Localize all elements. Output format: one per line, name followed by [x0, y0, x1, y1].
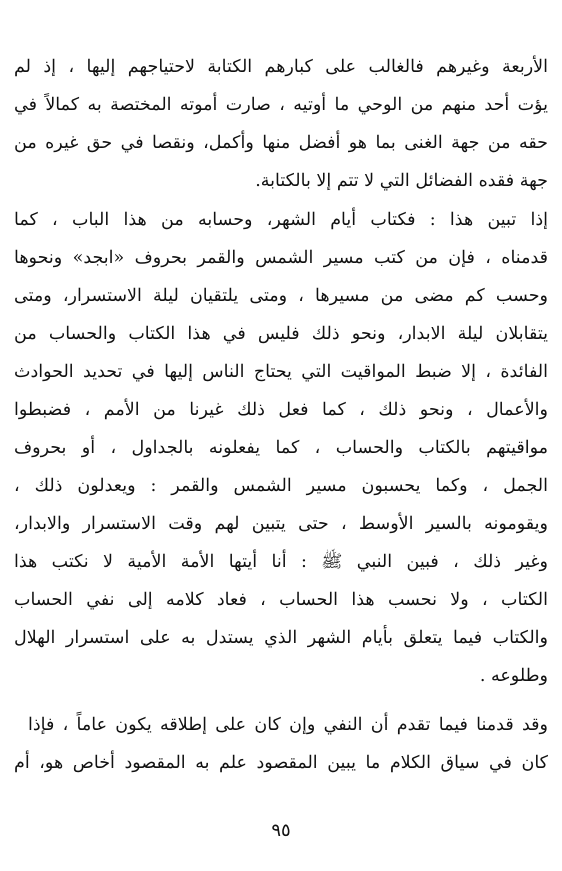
text-line: حقه من جهة الغنى بما هو أفضل منها وأكمل، ونقصا في حق غيره من [14, 133, 548, 153]
text-line: إذا تبين هذا : فكتاب أيام الشهر، وحسابه من هذا الباب ، كما [14, 210, 548, 230]
text-line: جهة فقده الفضائل التي لا تتم إلا بالكتابة. [255, 171, 548, 191]
text-line: الأربعة وغيرهم فالغالب على كبارهم الكتابة لاحتياجهم إليها ، إذ لم [14, 57, 548, 77]
page-number: ٩٥ [271, 820, 291, 841]
text-line: وطلوعه . [479, 666, 548, 686]
text-line: الكتاب ، ولا نحسب هذا الحساب ، فعاد كلامه إلى نفي الحساب [14, 590, 548, 610]
text-line: والكتاب فيما يتعلق بأيام الشهر الذي يستدل به على استسرار الهلال [14, 628, 548, 648]
text-line: ويقومونه بالسير الأوسط ، حتى يتبين لهم وقت الاستسرار والابدار، [14, 514, 548, 534]
text-line: قدمناه ، فإن من كتب مسير الشمس والقمر بحروف «ابجد» ونحوها [14, 248, 548, 268]
text-line: كان في سياق الكلام ما يبين المقصود علم به المقصود أخاص هو، أم [14, 753, 548, 773]
text-line: وحسب كم مضى من مسيرها ، ومتى يلتقيان ليلة الاستسرار، ومتى [14, 286, 548, 306]
text-line: يؤت أحد منهم من الوحي ما أوتيه ، صارت أموته المختصة به كمالاً في [14, 95, 548, 115]
text-line: والأعمال ، ونحو ذلك ، كما فعل ذلك غيرنا من الأمم ، فضبطوا [14, 400, 548, 420]
text-line: وقد قدمنا فيما تقدم أن النفي وإن كان على إطلاقه يكون عاماً ، فإذا [28, 715, 548, 735]
text-line: الجمل ، وكما يحسبون مسير الشمس والقمر : ويعدلون ذلك ، [14, 476, 548, 496]
text-line: وغير ذلك ، فبين النبي ﷺ : أنا أيتها الأمة الأمية لا نكتب هذا [14, 552, 548, 572]
text-line: مواقيتهم بالكتاب والحساب ، كما يفعلونه بالجداول ، أو بحروف [14, 438, 548, 458]
text-line: يتقابلان ليلة الابدار، ونحو ذلك فليس في هذا الكتاب والحساب من [14, 324, 548, 344]
text-line: الفائدة ، إلا ضبط المواقيت التي يحتاج الناس إليها في تحديد الحوادث [14, 362, 548, 382]
